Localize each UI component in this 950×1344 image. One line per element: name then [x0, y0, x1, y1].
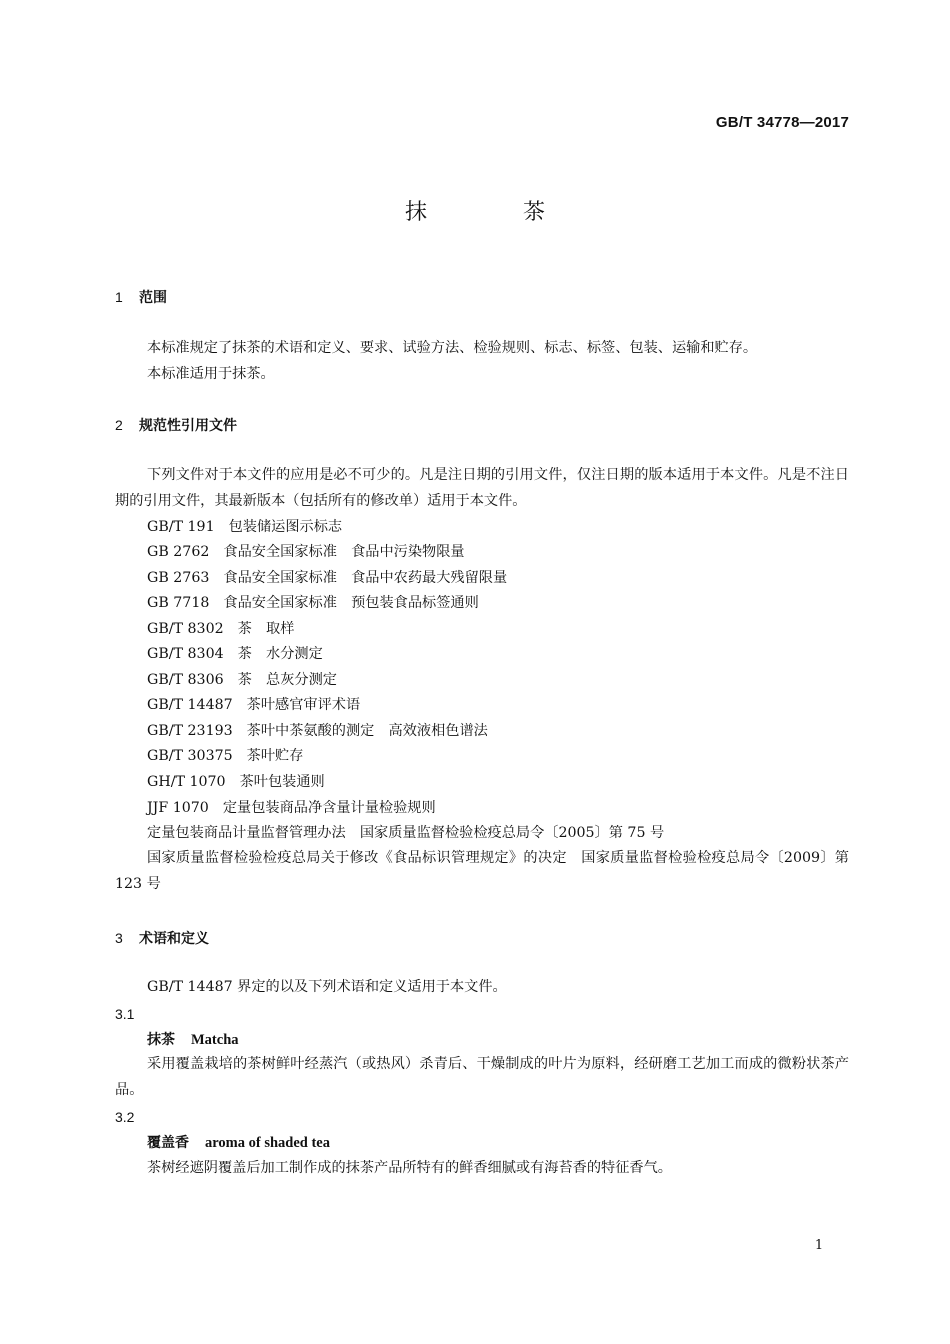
- reference-title: 包装储运图示标志: [228, 519, 343, 535]
- reference-code: GB/T 14487: [147, 697, 233, 713]
- reference-item: [147, 694, 360, 716]
- reference-item: [147, 618, 294, 640]
- reference-code: JJF 1070: [147, 800, 209, 816]
- reference-code: GH/T 1070: [147, 774, 226, 790]
- section-1-paragraph-1: 本标准规定了抹茶的术语和定义、要求、试验方法、检验规则、标志、标签、包装、运输和贮存。: [147, 340, 758, 356]
- reference-item: [147, 720, 488, 742]
- term-english: Matcha: [191, 1032, 239, 1048]
- term-chinese: 抹茶: [147, 1032, 175, 1048]
- reference-item: [147, 797, 436, 819]
- section-2-heading: [115, 414, 237, 437]
- reference-code: GB 2763: [147, 570, 210, 586]
- reference-admin-1: 定量包装商品计量监督管理办法 国家质量监督检验检疫总局令〔2005〕第 75 号: [147, 825, 665, 841]
- term-definition: 采用覆盖栽培的茶树鲜叶经蒸汽（或热风）杀青后、干燥制成的叶片为原料，经研磨工艺加工而成的微粉状茶产品。: [115, 1056, 849, 1098]
- reference-code: GB/T 191: [147, 519, 215, 535]
- term-heading: [147, 1132, 330, 1154]
- reference-item: [147, 669, 337, 691]
- reference-code: GB/T 8302: [147, 621, 224, 637]
- reference-item: [147, 592, 479, 614]
- standard-number: GB/T 34778—2017: [715, 114, 849, 131]
- document-title: [0, 198, 950, 228]
- reference-title: 定量包装商品净含量计量检验规则: [222, 800, 436, 816]
- section-title: 规范性引用文件: [139, 418, 237, 434]
- section-title: 术语和定义: [139, 931, 209, 947]
- term-heading: [147, 1029, 239, 1051]
- term-definition: 茶树经遮阴覆盖后加工制作成的抹茶产品所特有的鲜香细腻或有海苔香的特征香气。: [147, 1160, 672, 1176]
- reference-code: GB 7718: [147, 595, 210, 611]
- term-number: 3.1: [115, 1006, 135, 1022]
- reference-item: [147, 643, 323, 665]
- reference-title: 食品安全国家标准 预包装食品标签通则: [223, 595, 479, 611]
- term-english: aroma of shaded tea: [205, 1135, 330, 1151]
- reference-item: [147, 541, 465, 563]
- section-1-heading: [115, 286, 167, 309]
- title-char-1: 抹: [404, 200, 427, 225]
- reference-admin-2: 国家质量监督检验检疫总局关于修改《食品标识管理规定》的决定 国家质量监督检验检疫总局令〔2009〕第 123 号: [115, 850, 849, 892]
- reference-code: GB/T 30375: [147, 748, 233, 764]
- reference-title: 茶叶感官审评术语: [246, 697, 361, 713]
- term-number: 3.2: [115, 1109, 135, 1125]
- section-title: 范围: [139, 290, 167, 306]
- reference-title: 茶 总灰分测定: [237, 672, 337, 688]
- page-number: 1: [814, 1238, 824, 1253]
- reference-title: 茶叶贮存: [246, 748, 304, 764]
- reference-title: 食品安全国家标准 食品中农药最大残留限量: [223, 570, 508, 586]
- section-number: 2: [115, 417, 123, 433]
- section-3-intro: GB/T 14487 界定的以及下列术语和定义适用于本文件。: [147, 979, 507, 995]
- term-chinese: 覆盖香: [147, 1135, 189, 1151]
- reference-code: GB/T 23193: [147, 723, 233, 739]
- reference-code: GB/T 8306: [147, 672, 224, 688]
- reference-item: [147, 567, 507, 589]
- reference-item: [147, 745, 303, 767]
- title-char-2: 茶: [523, 200, 546, 225]
- section-3-heading: [115, 927, 209, 950]
- reference-code: GB 2762: [147, 544, 210, 560]
- reference-code: GB/T 8304: [147, 646, 224, 662]
- reference-title: 茶 取样: [237, 621, 295, 637]
- section-number: 1: [115, 289, 123, 305]
- section-2-intro: 下列文件对于本文件的应用是必不可少的。凡是注日期的引用文件，仅注日期的版本适用于本文件。凡是不注日期的引用文件，其最新版本（包括所有的修改单）适用于本文件。: [115, 467, 849, 509]
- reference-item: [147, 771, 325, 793]
- reference-title: 食品安全国家标准 食品中污染物限量: [223, 544, 465, 560]
- section-number: 3: [115, 930, 123, 946]
- reference-title: 茶叶中茶氨酸的测定 高效液相色谱法: [246, 723, 488, 739]
- reference-title: 茶 水分测定: [237, 646, 323, 662]
- reference-title: 茶叶包装通则: [239, 774, 325, 790]
- reference-item: [147, 516, 342, 538]
- section-1-paragraph-2: 本标准适用于抹茶。: [147, 366, 275, 382]
